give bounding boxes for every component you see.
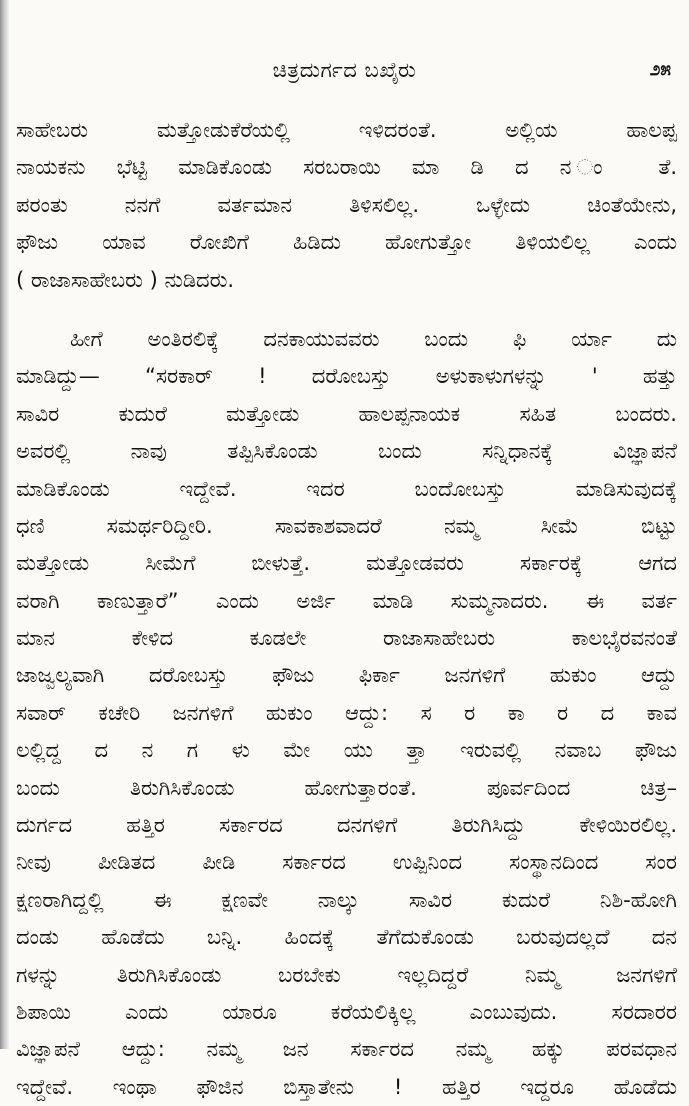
text-line: ಮಾಡಿದ್ದು— “ಸರಕಾರ್ ! ದರೋಬಸ್ತು ಅಳುಕಾಳುಗಳನ್ನು ' ಹತ್ತು <box>16 364 677 389</box>
text-line: ಹೀಗೆ ಅಂತಿರಲಿಕ್ಕೆ ದನಕಾಯುವವರು ಬಂದು ಫಿ ರ್ಯಾ ದು <box>70 326 677 351</box>
text-line: ದುರ್ಗದ ಹತ್ತಿರ ಸರ್ಕಾರದ ದನಗಳಿಗೆ ತಿರುಗಿಸಿದ್ದು ಕೇಳಿಯಿರಲಿಲ್ಲ. <box>16 813 677 838</box>
text-line: ಸವಾರ್ ಕಚೇರಿ ಜನಗಳಿಗೆ ಹುಕುಂ ಆದ್ದು: ಸ ರ ಕಾ ರ ದ ಕಾವ <box>16 700 677 725</box>
text-line: ಮಾಡಿಕೊಂಡು ಇದ್ದೇವೆ. ಇದರ ಬಂದೋಬಸ್ತು ಮಾಡಿಸುವುದಕ್ಕೆ <box>16 476 677 501</box>
text-line: ಮಾನ ಕೇಳಿದ ಕೂಡಲೇ ರಾಜಾಸಾಹೇಬರು ಕಾಲಭೈರವನಂತೆ <box>16 626 677 651</box>
text-line: ನೀವು ಪೀಡಿತದ ಪೀಡಿ ಸರ್ಕಾರದ ಉಪ್ಪಿನಿಂದ ಸಂಸ್ಥಾನದಿಂದ ಸಂರ <box>16 850 677 875</box>
page-number: ೨೫ <box>649 58 671 80</box>
text-line: ಜಾಜ್ವಲ್ಯವಾಗಿ ದರೋಬಸ್ತು ಫೌಜು ಫಿರ್ಕಾ ಜನಗಳಿಗೆ ಹುಕುಂ ಆದ್ದು <box>16 663 677 688</box>
text-line: ಫೌಜು ಯಾವ ರೋಖಿಗೆ ಹಿಡಿದು ಹೋಗುತ್ತೋ ತಿಳಿಯಲಿಲ್ಲ ಎಂದು <box>16 230 677 255</box>
text-line: ಗಳನ್ನು ತಿರುಗಿಸಿಕೊಂಡು ಬರಬೇಕು ಇಲ್ಲದಿದ್ದರೆ ನಿಮ್ಮ ಜನಗಳಿಗೆ <box>16 962 677 987</box>
text-line: ಬಂದು ತಿರುಗಿಸಿಕೊಂಡು ಹೋಗುತ್ತಾರಂತೆ. ಪೂರ್ವದಿಂದ ಚಿತ್ರ– <box>16 775 677 800</box>
text-line: ವಿಜ್ಞಾಪನೆ ಆದ್ದು: ನಮ್ಮ ಜನ ಸರ್ಕಾರದ ನಮ್ಮ ಹಕ್ಕು ಪರವಧಾನ <box>16 1037 677 1062</box>
text-line: ಅವರಲ್ಲಿ ನಾವು ತಪ್ಪಿಸಿಕೊಂಡು ಬಂದು ಸನ್ನಿಧಾನಕ್ಕೆ ವಿಜ್ಞಾಪನೆ <box>16 439 677 464</box>
text-line: ವರಾಗಿ ಕಾಣುತ್ತಾರೆ” ಎಂದು ಅರ್ಜಿ ಮಾಡಿ ಸುಮ್ಮನಾದರು. ಈ ವರ್ತ <box>16 588 677 613</box>
paragraph-1 <box>6 112 681 299</box>
text-line: ದಂಡು ಹೊಡೆದು ಬನ್ನಿ. ಹಿಂದಕ್ಕೆ ತೆಗೆದುಕೊಂಡು ಬರುವುದಲ್ಲದೆ ದನ <box>16 925 677 950</box>
text-line: ಮತ್ತೋಡು ಸೀಮೆಗೆ ಬೀಳುತ್ತೆ. ಮತ್ತೋಡವರು ಸರ್ಕಾರಕ್ಕೆ ಆಗದ <box>16 551 677 576</box>
running-title: ಚಿತ್ರದುರ್ಗದ ಬಖೈರು <box>272 58 417 82</box>
text-line: ಸಾವಿರ ಕುದುರೆ ಮತ್ತೋಡು ಹಾಲಪ್ಪನಾಯಕ ಸಹಿತ ಬಂದರು. <box>16 401 677 426</box>
text-line: ಇದ್ದೇವೆ. ಇಂಥಾ ಫೌಜಿನ ಬಿಸ್ತಾತೇನು ! ಹತ್ತಿರ ಇದ್ದರೂ ಹೊಡೆದು <box>16 1074 677 1099</box>
text-line: ನಾಯಕನು ಭೆಟ್ಟಿ ಮಾಡಿಕೊಂಡು ಸರಬರಾಯಿ ಮಾ ಡಿ ದ ನ ಂ ತೆ. <box>16 155 677 180</box>
text-line: ಸಾಹೇಬರು ಮತ್ತೋಡುಕೆರೆಯಲ್ಲಿ ಇಳಿದರಂತೆ. ಅಲ್ಲಿಯ ಹಾಲಪ್ಪ <box>16 118 677 142</box>
page-header <box>0 52 689 92</box>
text-line: ಶಿಪಾಯಿ ಎಂದು ಯಾರೂ ಕರೆಯಲಿಕ್ಕಿಲ್ಲ ಎಂಬುವುದು. ಸರದಾರರ <box>16 999 677 1024</box>
body-text <box>6 112 681 1106</box>
paragraph-2 <box>6 321 681 1106</box>
text-line: ಪರಂತು ನನಗೆ ವರ್ತಮಾನ ತಿಳಿಸಲಿಲ್ಲ. ಒಳ್ಳೇದು ಚಿಂತೆಯೇನು, <box>16 192 677 217</box>
text-line: ( ರಾಜಾಸಾಹೇಬರು ) ನುಡಿದರು. <box>16 267 235 292</box>
text-line: ಕ್ಷಣರಾಗಿದ್ದಲ್ಲಿ ಈ ಕ್ಷಣವೇ ನಾಲ್ಕು ಸಾವಿರ ಕುದುರೆ ನಿಶಿ-ಹೋಗಿ <box>16 887 677 912</box>
text-line: ಧಣಿ ಸಮರ್ಥರಿದ್ದೀರಿ. ಸಾವಕಾಶವಾದರೆ ನಮ್ಮ ಸೀಮೆ ಬಿಟ್ಟು <box>16 513 677 538</box>
text-line: ಲಲ್ಲಿದ್ದ ದ ನ ಗ ಳು ಮೇ ಯು ತ್ತಾ ಇರುವಲ್ಲಿ ನವಾಬ ಫೌಜು <box>16 738 677 763</box>
